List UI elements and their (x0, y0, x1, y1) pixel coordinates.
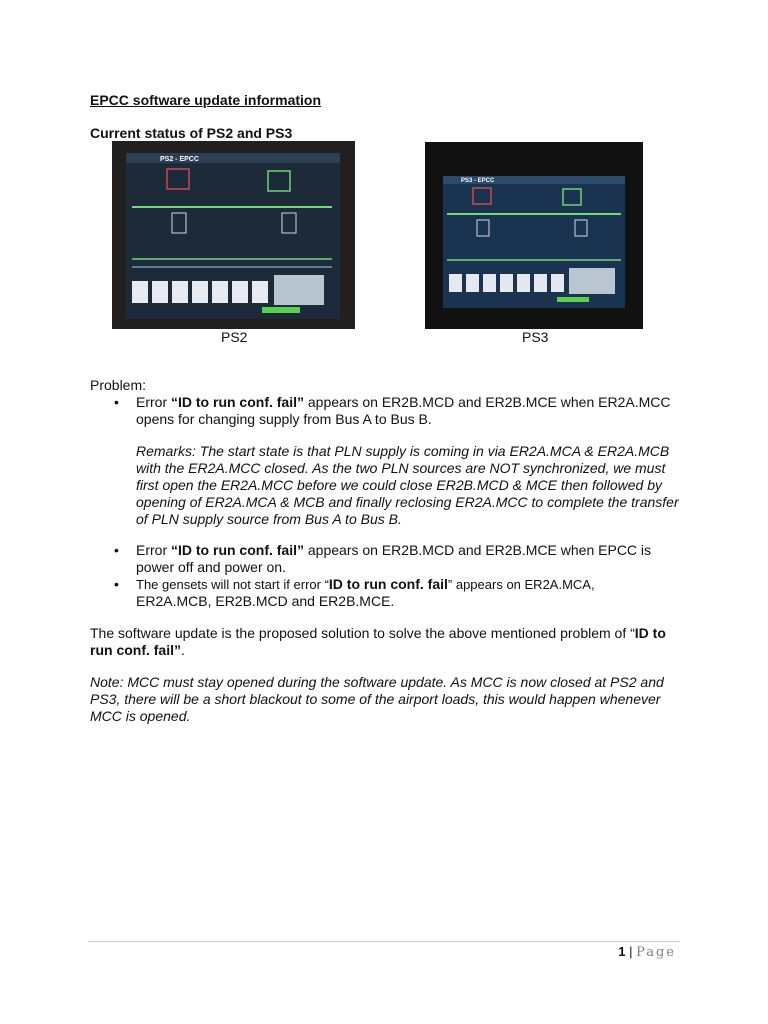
note-line: Note: MCC must stay opened during the software update. As MCC is now closed at PS2 and (90, 674, 664, 690)
document-title: EPCC software update information (90, 92, 322, 108)
bullet-2-text: appears on ER2B.MCD and ER2B.MCE when EPCC is (304, 542, 652, 558)
page-label: Page (636, 945, 676, 960)
remarks-line: first open the ER2A.MCC before we could close ER2B.MCD & MCE then followed by (136, 477, 663, 493)
solution-end: . (181, 642, 185, 658)
section-heading: Current status of PS2 and PS3 (90, 125, 293, 141)
solution-paragraph (90, 625, 690, 659)
ps2-photo (112, 141, 355, 329)
bullet-1-text: appears on ER2B.MCD and ER2B.MCE when ER2A.MCC (304, 394, 671, 410)
bullet-2-prefix: Error (136, 542, 171, 558)
solution-error-code-cont: run conf. fail” (90, 642, 181, 658)
note-line: PS3, there will be a short blackout to some of the airport loads, this would happen whenever (90, 691, 661, 707)
bullet-2 (136, 542, 696, 576)
solution-error-code: ID to (634, 625, 666, 641)
footer-separator: | (625, 944, 637, 959)
bullet-marker: • (114, 542, 119, 558)
solution-text: The software update is the proposed solution to solve the above mentioned problem of “ (90, 625, 635, 641)
note-paragraph (90, 674, 700, 725)
bullet-1-prefix: Error (136, 394, 171, 410)
bullet-1 (136, 394, 696, 428)
error-code: “ID to run conf. fail” (171, 394, 304, 410)
remarks-paragraph (136, 443, 696, 528)
remarks-line: with the ER2A.MCC closed. As the two PLN sources are NOT synchronized, we must (136, 460, 666, 476)
page-number: 1 (618, 944, 626, 959)
note-line: MCC is opened. (90, 708, 191, 724)
error-code: “ID to run conf. fail” (171, 542, 304, 558)
problem-label: Problem: (90, 377, 147, 393)
remarks-line: opening of ER2A.MCA & MCB and finally reclosing ER2A.MCC to complete the transfer (136, 494, 679, 510)
bullet-3-text-cont: ER2A.MCB, ER2B.MCD and ER2B.MCE. (136, 593, 395, 609)
ps3-caption: PS3 (522, 329, 549, 345)
ps2-caption: PS2 (221, 329, 248, 345)
bullet-3-suffix: ” appears on ER2A.MCA, (447, 577, 595, 592)
bullet-3 (136, 576, 696, 610)
ps3-screen-title: PS3 - EPCC (461, 178, 495, 184)
error-code: ID to run conf. fail (328, 576, 448, 592)
page-footer (618, 944, 676, 960)
remarks-line: Remarks: The start state is that PLN supply is coming in via ER2A.MCA & ER2A.MCB (136, 443, 670, 459)
bullet-marker: • (114, 576, 119, 592)
bullet-3-prefix: The gensets will not start if error “ (136, 577, 329, 592)
bullet-marker: • (114, 394, 119, 410)
footer-divider (88, 941, 680, 942)
ps2-screen-title: PS2 - EPCC (160, 156, 199, 163)
bullet-1-text-cont: opens for changing supply from Bus A to Bus B. (136, 411, 432, 427)
ps3-photo (425, 142, 643, 329)
bullet-2-text-cont: power off and power on. (136, 559, 286, 575)
remarks-line: of PLN supply source from Bus A to Bus B. (136, 511, 402, 527)
